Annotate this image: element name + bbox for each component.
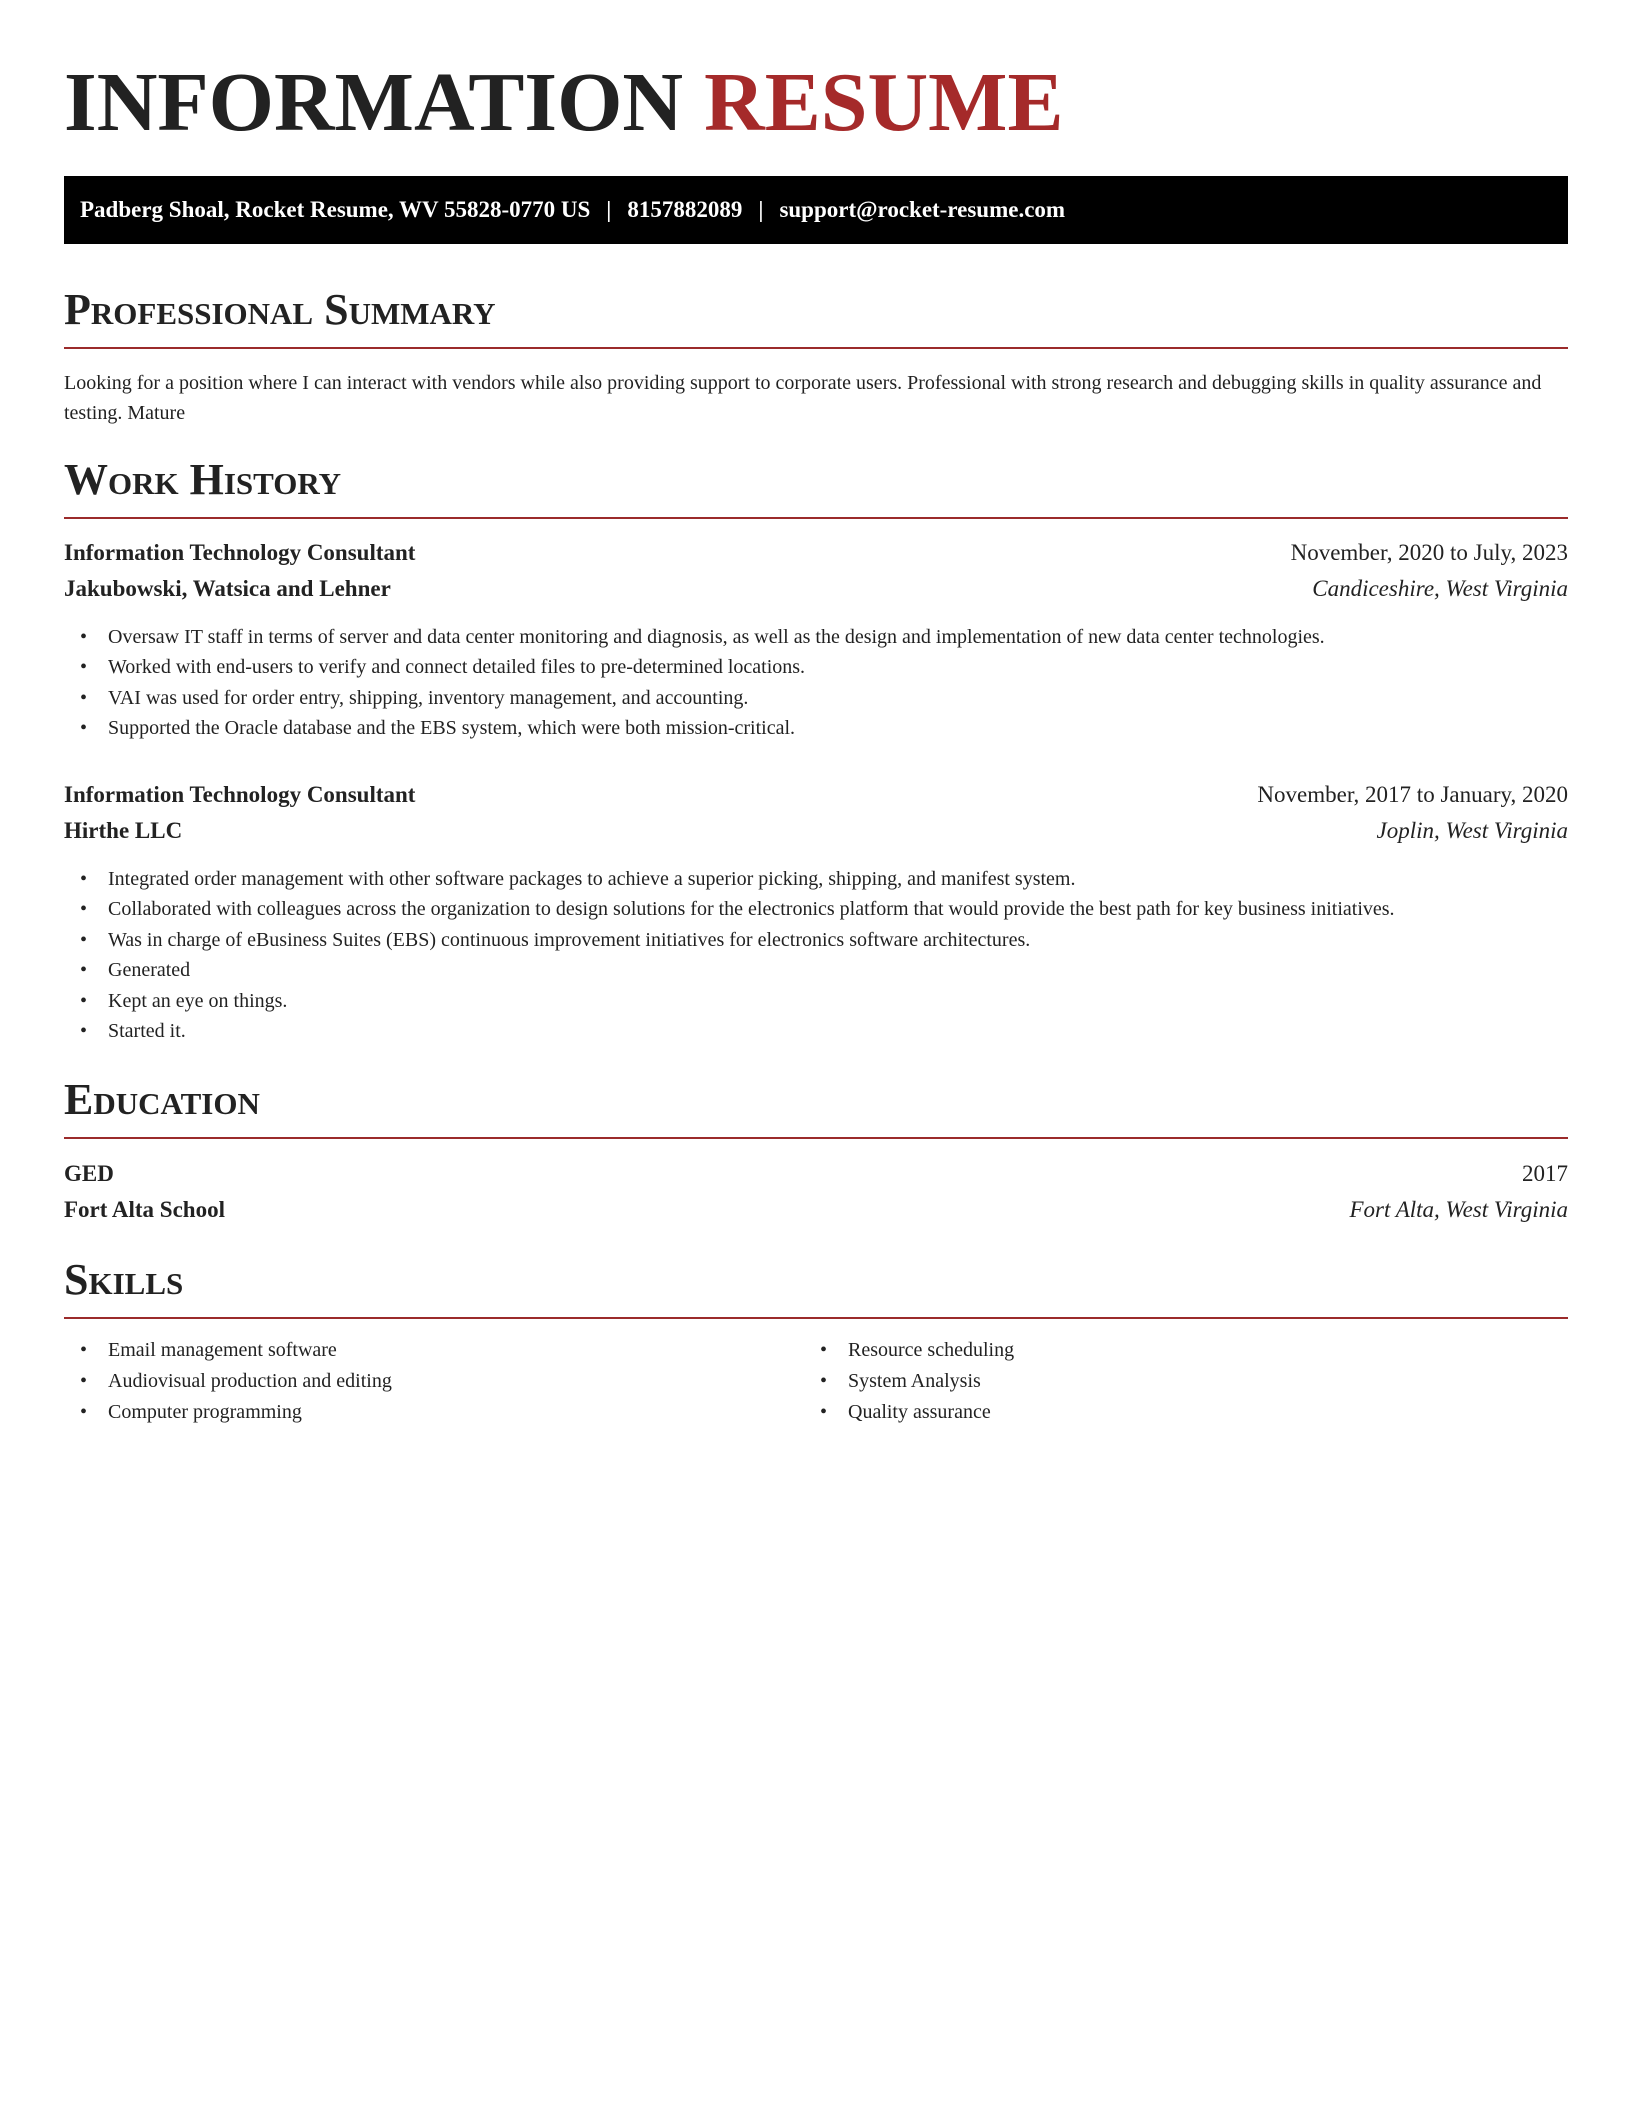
contact-separator: | <box>606 197 612 222</box>
list-item: • Oversaw IT staff in terms of server and data center monitoring and diagnosis, as well as the design and implementation of new data center technologies. <box>64 622 1568 652</box>
education-degree: GED <box>64 1161 114 1186</box>
skill-item: • Computer programming <box>64 1397 804 1428</box>
job-title: Information Technology Consultant <box>64 782 416 807</box>
contact-phone: 8157882089 <box>627 197 743 222</box>
contact-email: support@rocket-resume.com <box>779 197 1066 222</box>
job-title: Information Technology Consultant <box>64 540 416 565</box>
resume-name <box>64 58 1063 148</box>
education-school: Fort Alta School <box>64 1197 225 1222</box>
job-company-row <box>64 814 1568 848</box>
skill-item: • Quality assurance <box>804 1397 1544 1428</box>
education-location: Fort Alta, West Virginia <box>1349 1197 1568 1222</box>
summary-heading: Professional Summary <box>64 283 1568 349</box>
list-item: • Started it. <box>64 1016 1568 1046</box>
list-item: • Collaborated with colleagues across the organization to design solutions for the electronics platform that would provide the best path for key business initiatives. <box>64 894 1568 924</box>
skills-list-right <box>804 1335 1544 1428</box>
work-history-heading: Work History <box>64 453 1568 519</box>
list-item: • Supported the Oracle database and the EBS system, which were both mission-critical. <box>64 713 1568 743</box>
job-header-row <box>64 536 1568 570</box>
job-dates: November, 2020 to July, 2023 <box>1290 540 1568 565</box>
skills-list-left <box>64 1335 804 1428</box>
job-company: Jakubowski, Watsica and Lehner <box>64 576 391 601</box>
job-header-row <box>64 778 1568 812</box>
job-company: Hirthe LLC <box>64 818 183 843</box>
contact-bar <box>64 176 1568 244</box>
job-company-row <box>64 572 1568 606</box>
list-item: • Generated <box>64 955 1568 985</box>
list-item: • Was in charge of eBusiness Suites (EBS) continuous improvement initiatives for electronics software architectures. <box>64 925 1568 955</box>
skill-item: • Resource scheduling <box>804 1335 1544 1366</box>
education-year: 2017 <box>1522 1161 1568 1186</box>
job-bullets <box>64 622 1568 744</box>
contact-separator: | <box>758 197 764 222</box>
name-first: INFORMATION <box>64 56 684 149</box>
job-location: Joplin, West Virginia <box>1376 818 1568 843</box>
education-heading: Education <box>64 1073 1568 1139</box>
list-item: • VAI was used for order entry, shipping, inventory management, and accounting. <box>64 683 1568 713</box>
skills-heading: Skills <box>64 1253 1568 1319</box>
job-location: Candiceshire, West Virginia <box>1312 576 1568 601</box>
job-dates: November, 2017 to January, 2020 <box>1257 782 1568 807</box>
skill-item: • Audiovisual production and editing <box>64 1366 804 1397</box>
summary-text: Looking for a position where I can interact with vendors while also providing support to corporate users. Professional with strong research and debugging skills in quality assurance and testing. Mature <box>64 372 1542 424</box>
education-row <box>64 1157 1568 1191</box>
job-bullets <box>64 864 1568 1046</box>
list-item: • Integrated order management with other software packages to achieve a superior picking, shipping, and manifest system. <box>64 864 1568 894</box>
skill-item: • System Analysis <box>804 1366 1544 1397</box>
education-school-row <box>64 1193 1568 1227</box>
skill-item: • Email management software <box>64 1335 804 1366</box>
list-item: • Kept an eye on things. <box>64 986 1568 1016</box>
list-item: • Worked with end-users to verify and connect detailed files to pre-determined locations. <box>64 652 1568 682</box>
name-last: RESUME <box>704 56 1064 149</box>
contact-address: Padberg Shoal, Rocket Resume, WV 55828-0770 US <box>80 197 591 222</box>
